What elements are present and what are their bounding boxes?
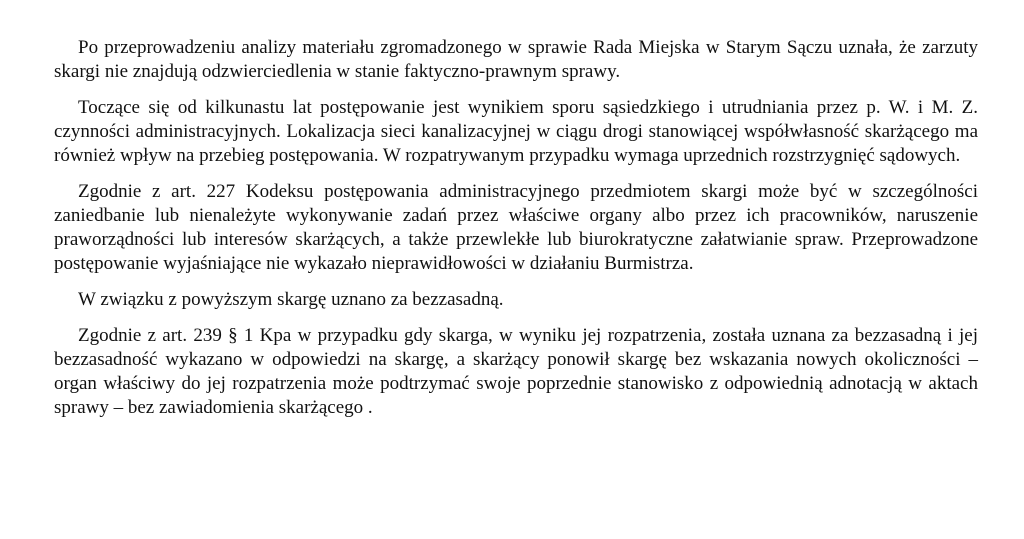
paragraph-background: Toczące się od kilkunastu lat postępowanie jest wynikiem sporu sąsiedzkiego i utrudniania przez p. W. i M. Z. czynności administracyjnych. Lokalizacja sieci kanalizacyjnej w ciągu drogi stanowiącej współwłasność skarżącego ma również wpływ na przebieg postępowania. W rozpatrywanym przypadku wymaga uprzednich rozstrzygnięć sądowych.	[54, 97, 978, 166]
paragraph-instruction: Zgodnie z art. 239 § 1 Kpa w przypadku gdy skarga, w wyniku jej rozpatrzenia, została uznana za bezzasadną i jej bezzasadność wykazano w odpowiedzi na skargę, a skarżący ponowił skargę bez wskazania nowych okoliczności – organ właściwy do jej rozpatrzenia może podtrzymać swoje poprzednie stanowisko z odpowiednią adnotacją w aktach sprawy – bez zawiadomienia skarżącego .	[54, 325, 978, 418]
paragraph-conclusion: Po przeprowadzeniu analizy materiału zgromadzonego w sprawie Rada Miejska w Starym Sączu uznała, że zarzuty skargi nie znajdują odzwierciedlenia w stanie faktyczno-prawnym sprawy.	[54, 37, 978, 82]
paragraph-legal-basis: Zgodnie z art. 227 Kodeksu postępowania administracyjnego przedmiotem skargi może być w szczególności zaniedbanie lub nienależyte wykonywanie zadań przez właściwe organy albo przez ich pracowników, naruszenie praworządności lub interesów skarżących, a także przewlekłe lub biurokratyczne załatwianie spraw. Przeprowadzone postępowanie wyjaśniające nie wykazało nieprawidłowości w działaniu Burmistrza.	[54, 181, 978, 274]
document-body	[54, 36, 978, 432]
paragraph-decision: W związku z powyższym skargę uznano za bezzasadną.	[78, 289, 504, 310]
